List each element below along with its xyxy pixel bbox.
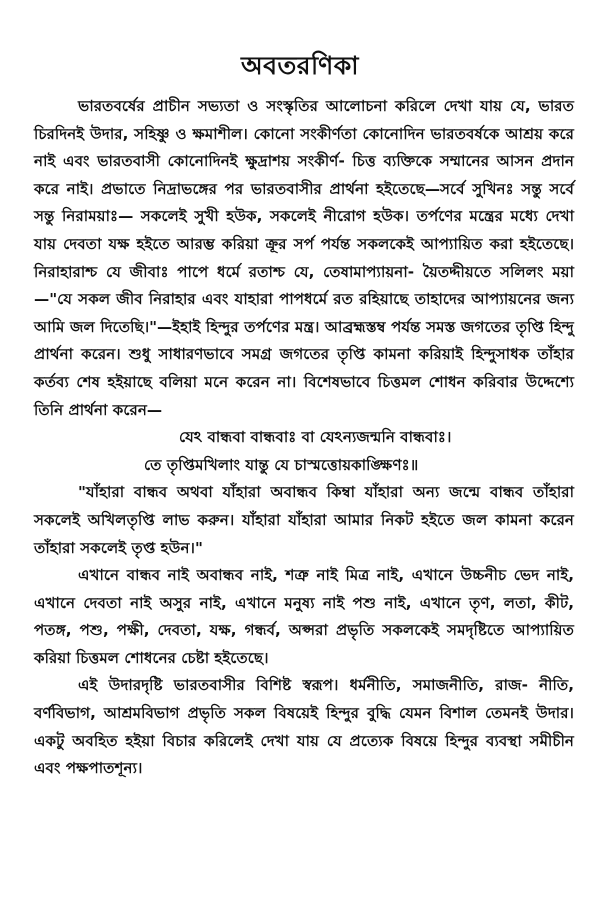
paragraph-equality: এখানে বান্ধব নাই অবান্ধব নাই, শত্রু নাই মিত্র নাই, এখানে উচ্চনীচ ভেদ নাই, এখানে দেবতা নাই অসুর নাই, এখানে মনুষ্য নাই পশু নাই, এখানে তৃণ, লতা, কীট, পতঙ্গ, পশু, পক্ষী, দেবতা, যক্ষ, গন্ধর্ব, অপ্সরা প্রভৃতি সকলকেই সমদৃষ্টিতে আপ্যায়িত করিয়া চিত্তমল শোধনের চেষ্টা হইতেছে। <box>34 566 574 667</box>
paragraph-conclusion: এই উদারদৃষ্টি ভারতবাসীর বিশিষ্ট স্বরূপ। ধর্মনীতি, সমাজনীতি, রাজ- নীতি, বর্ণবিভাগ, আশ্রমবিভাগ প্রভৃতি সকল বিষয়েই হিন্দুর বুদ্ধি যেমন বিশাল তেমনই উদার। একটু অবহিত হইয়া বিচার করিলেই দেখা যায় যে প্রত্যেক বিষয়ে হিন্দুর ব্যবস্থা সমীচীন এবং পক্ষপাতশূন্য। <box>34 676 574 778</box>
paragraph-verse-translation: "যাঁহারা বান্ধব অথবা যাঁহারা অবান্ধব কিম্বা যাঁহারা অন্য জন্মে বান্ধব তাঁহারা সকলেই অখিলতৃপ্তি লাভ করুন। যাঁহারা যাঁহারা আমার নিকট হইতে জল কামনা করেন তাঁহারা সকলেই তৃপ্ত হউন।" <box>34 483 574 557</box>
verse-line-2: তে তৃপ্তিমখিলাং যান্তু যে চাস্মত্তোয়কাঙ্ক্ষিণঃ॥ <box>144 455 419 474</box>
paragraph-intro: ভারতবর্ষের প্রাচীন সভ্যতা ও সংস্কৃতির আলোচনা করিলে দেখা যায় যে, ভারত চিরদিনই উদার, সহিষ্ণু ও ক্ষমাশীল। কোনো সংকীর্ণতা কোনোদিন ভারতবর্ষকে আশ্রয় করে নাই এবং ভারতবাসী কোনোদিনই ক্ষুদ্রাশয় সংকীর্ণ- চিত্ত ব্যক্তিকে সম্মানের আসন প্রদান করে নাই। প্রভাতে নিদ্রাভঙ্গের পর ভারতবাসীর প্রার্থনা হইতেছে—সর্বে সুখিনঃ সন্তু সর্বে সন্তু নিরাময়াঃ— সকলেই সুখী হউক, সকলেই নীরোগ হউক। তর্পণের মন্ত্রের মধ্যে দেখা যায় দেবতা যক্ষ হইতে আরম্ভ করিয়া ক্রূর সর্প পর্যন্ত সকলকেই আপ্যায়িত করা হইতেছে। নিরাহারাশ্চ যে জীবাঃ পাপে ধর্মে রতাশ্চ যে, তেষামাপ্যায়না- য়ৈতদ্দীয়তে সলিলং ময়া—"যে সকল জীব নিরাহার এবং যাহারা পাপধর্মে রত রহিয়াছে তাহাদের আপ্যায়নের জন্য আমি জল দিতেছি।"—ইহাই হিন্দুর তর্পণের মন্ত্র। আব্রহ্মস্তম্ব পর্যন্ত সমস্ত জগতের তৃপ্তি হিন্দু প্রার্থনা করেন। শুধু সাধারণভাবে সমগ্র জগতের তৃপ্তি কামনা করিয়াই হিন্দুসাধক তাঁহার কর্তব্য শেষ হইয়াছে বলিয়া মনে করেন না। বিশেষভাবে চিত্তমল শোধন করিবার উদ্দেশ্যে তিনি প্রার্থনা করেন— <box>34 97 574 419</box>
document-body <box>34 93 574 783</box>
page-title: অবতরণিকা <box>240 51 360 80</box>
verse-line-1: যেঽ বান্ধবা বান্ধবাঃ বা যেঽন্যজন্মনি বান্ধবাঃ। <box>179 428 452 447</box>
